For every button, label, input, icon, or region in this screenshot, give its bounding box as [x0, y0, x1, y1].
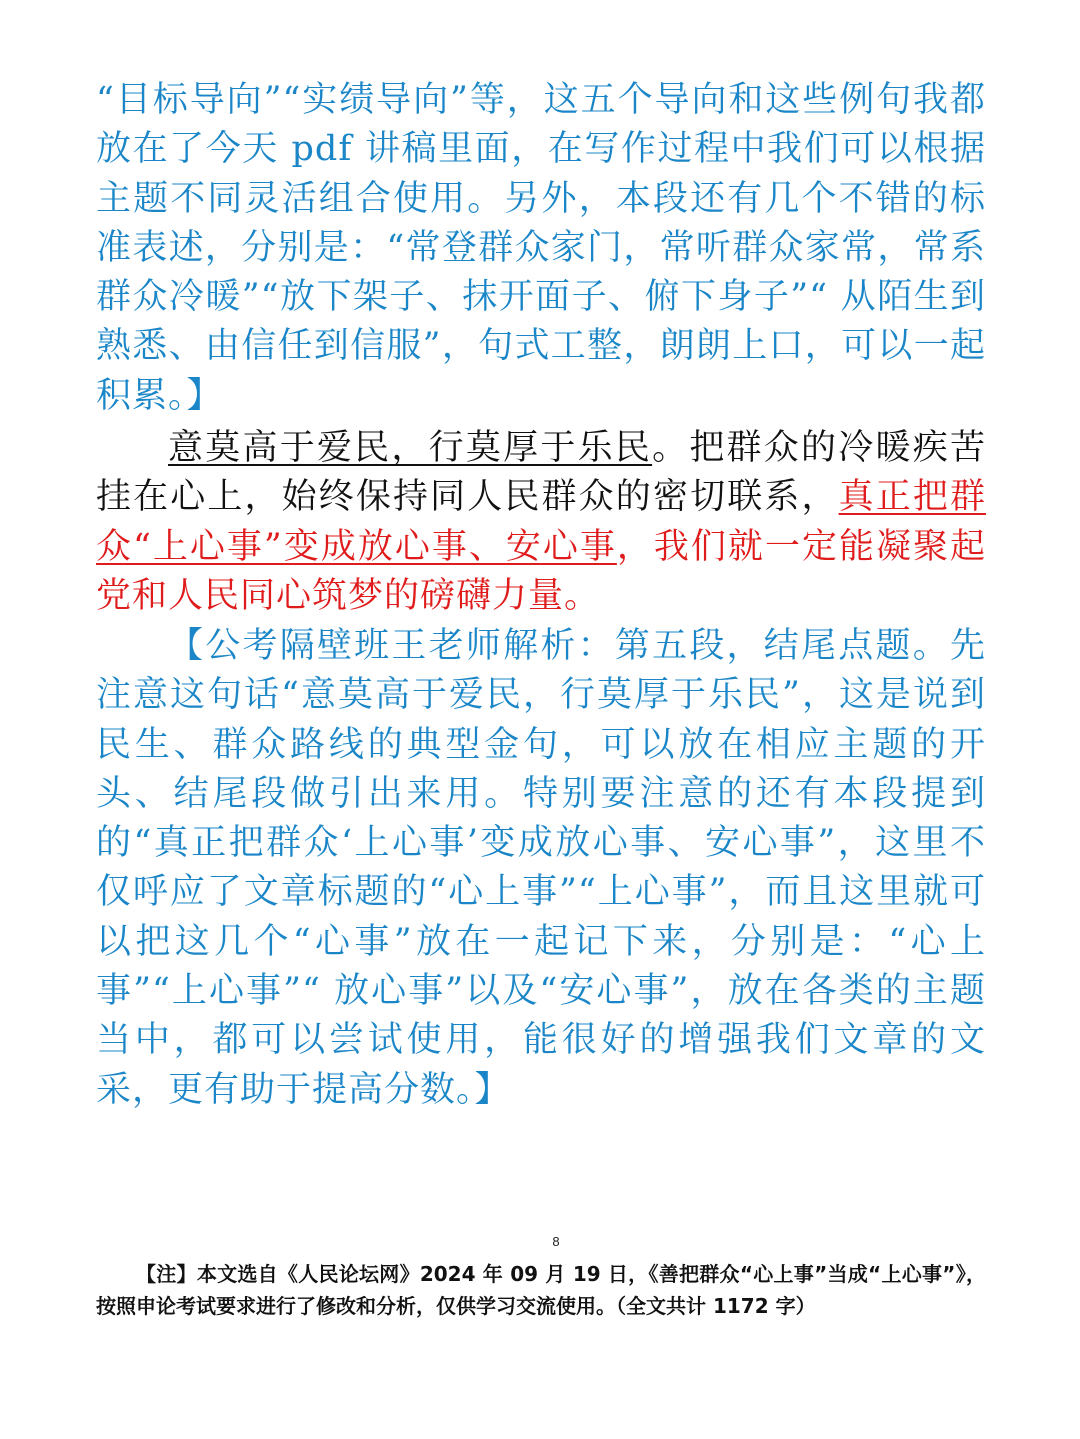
- analysis-paragraph: 【公考隔壁班王老师解析：第五段，结尾点题。先注意这句话“意莫高于爱民，行莫厚于乐民”，这是说到民生、群众路线的典型金句，可以放在相应主题的开头、结尾段做引出来用。特别要注意的还有本段提到的“真正把群众‘上心事’变成放心事、安心事”，这里不仅呼应了文章标题的“心上事”“上心事”，而且这里就可以把这几个“心事”放在一起记下来，分别是：“心上事”“上心事”“ 放心事”以及“安心事”，放在各类的主题当中，都可以尝试使用，能很好的增强我们文章的文采，更有助于提高分数。】: [96, 626, 986, 1110]
- body-paragraph: [96, 424, 986, 621]
- red-emphasis-text: ，我们就一定能凝聚起党和人民同心筑梦的磅礴力量。: [96, 526, 986, 616]
- analysis-paragraph-continued: “目标导向”“实绩导向”等，这五个导向和这些例句我都放在了今天 pdf 讲稿里面，在写作过程中我们可以根据主题不同灵活组合使用。另外，本段还有几个不错的标准表述，分别是：“常登群众家门，常听群众家常，常系群众冷暖”“放下架子、抹开面子、俯下身子”“ 从陌生到熟悉、由信任到信服”，句式工整，朗朗上口，可以一起积累。】: [96, 80, 986, 416]
- body-text: 。把群众的冷暖疾苦挂在心上，始终保持同人民群众的密切联系，: [96, 428, 986, 518]
- source-note: 【注】本文选自《人民论坛网》2024 年 09 月 19 日，《善把群众“心上事”当成“上心事”》，按照申论考试要求进行了修改和分析，仅供学习交流使用。（全文共计 1172 字）: [96, 1262, 986, 1318]
- golden-sentence: 意莫高于爱民，行莫厚于乐民: [168, 428, 653, 468]
- highlighted-phrase: 真正把群众“上心事”变成放心事、安心事: [96, 477, 986, 567]
- page-number: 8: [552, 1234, 560, 1249]
